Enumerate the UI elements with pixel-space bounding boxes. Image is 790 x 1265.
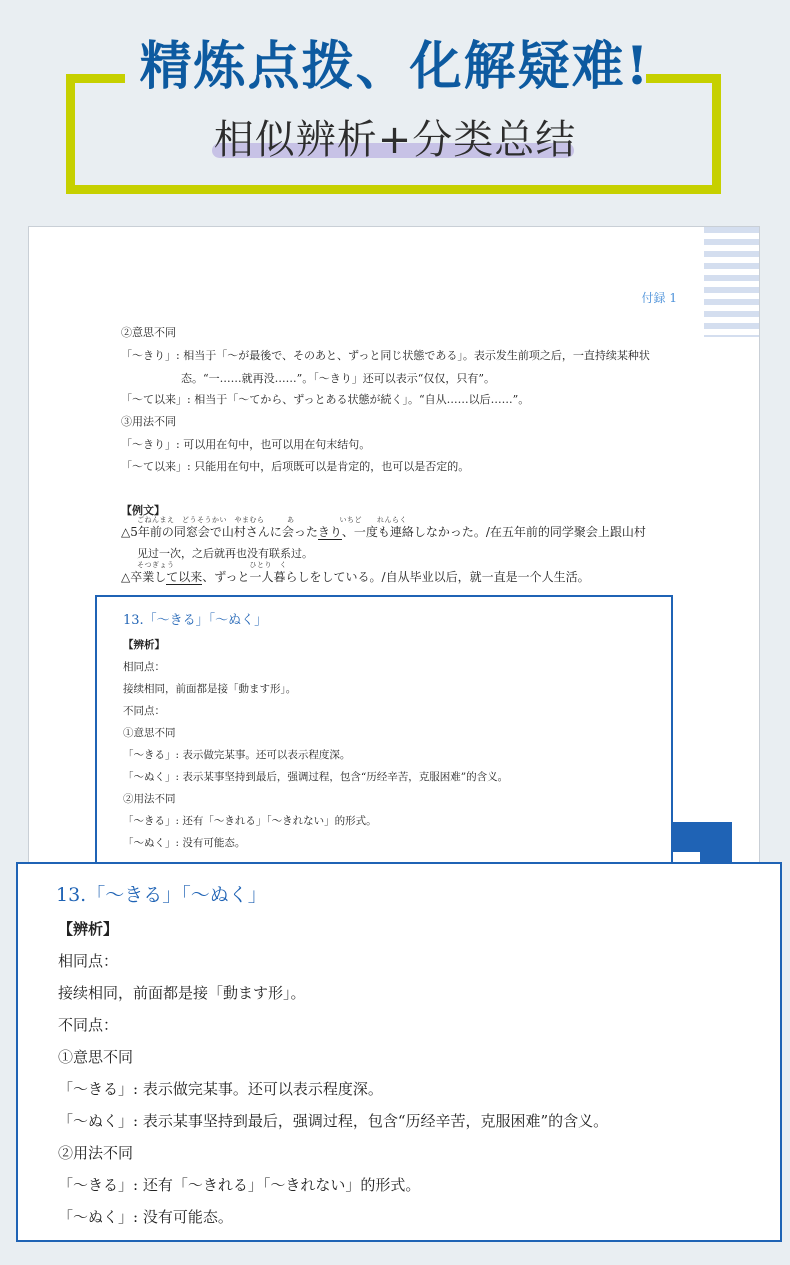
zoom-line: 接续相同，前面都是接「動ます形」。 — [58, 984, 306, 1002]
box-line: 【辨析】 — [123, 639, 165, 651]
zoom-line: 「～ぬく」: 没有可能态。 — [58, 1208, 233, 1226]
page-number: 付録 1 — [641, 291, 677, 305]
text-line: 「～て以来」: 相当于「～てから、ずっとある状態が続く」。“自从……以后……”。 — [121, 393, 530, 406]
header-title: 精炼点拨、化解疑难! — [139, 36, 651, 97]
example1-sentence: △5年前の同窓会で山村さんに会ったきり、一度も連絡しなかった。/在五年前的同学聚会上跟山村 — [121, 525, 646, 539]
text-line: 「～きり」: 相当于「～が最後で、そのあと、ずっと同じ状態である」。表示发生前项之后，一直持续某种状 — [121, 349, 650, 362]
box-line: 「～ぬく」: 表示某事坚持到最后，强调过程，包含“历经辛苦，克服困难”的含义。 — [123, 771, 509, 783]
box-line: 「～きる」: 还有「～きれる」「～きれない」的形式。 — [123, 815, 377, 827]
box-line: 接续相同，前面都是接「動ます形」。 — [123, 683, 297, 695]
zoom-title: 13.「～きる」「～ぬく」 — [56, 884, 267, 906]
box-line: ①意思不同 — [123, 727, 176, 739]
underlined-keyword: きり — [317, 525, 342, 539]
zoom-line: 「～きる」: 表示做完某事。还可以表示程度深。 — [58, 1080, 383, 1098]
box-line: 不同点： — [123, 705, 165, 717]
example2-sentence: △卒業して以来、ずっと一人暮らしをしている。/自从毕业以后，就一直是一个人生活。 — [121, 570, 590, 584]
page-corner-stripes — [704, 227, 759, 337]
zoom-line: 相同点： — [58, 952, 119, 970]
text-line: ③用法不同 — [121, 415, 176, 428]
box-title: 13.「～きる」「～ぬく」 — [123, 613, 268, 628]
box-line: 「～きる」: 表示做完某事。还可以表示程度深。 — [123, 749, 351, 761]
example1-translation: 见过一次，之后就再也没有联系过。 — [137, 547, 313, 560]
underlined-keyword: て以来 — [166, 570, 203, 584]
example-heading: 【例文】 — [121, 504, 165, 517]
text-line: 「～きり」: 可以用在句中，也可以用在句末结句。 — [121, 438, 371, 451]
text-line: 「～て以来」: 只能用在句中，后项既可以是肯定的，也可以是否定的。 — [121, 460, 470, 473]
zoom-line: 「～ぬく」: 表示某事坚持到最后，强调过程，包含“历经辛苦，克服困难”的含义。 — [58, 1112, 609, 1130]
zoom-line: 不同点： — [58, 1016, 119, 1034]
zoomed-box — [16, 862, 782, 1242]
zoom-heading: 【辨析】 — [58, 920, 119, 938]
highlight-box — [95, 595, 673, 863]
box-line: 相同点： — [123, 661, 165, 673]
example2-ruby: そつぎょう ひとり く — [137, 561, 287, 569]
example1-ruby: ごねんまえ どうそうかい やまむら あ いちど れんらく — [137, 516, 407, 524]
box-line: ②用法不同 — [123, 793, 176, 805]
zoom-line: 「～きる」: 还有「～きれる」「～きれない」的形式。 — [58, 1176, 421, 1194]
box-line: 「～ぬく」: 没有可能态。 — [123, 837, 246, 849]
zoom-line: ①意思不同 — [58, 1048, 134, 1066]
book-page — [28, 226, 760, 876]
text-line: ②意思不同 — [121, 326, 176, 339]
text-line: 态。“一……就再没……”。「～きり」还可以表示“仅仅，只有”。 — [181, 372, 495, 385]
header-subtitle: 相似辨析+分类总结 — [213, 117, 577, 163]
zoom-line: ②用法不同 — [58, 1144, 134, 1162]
